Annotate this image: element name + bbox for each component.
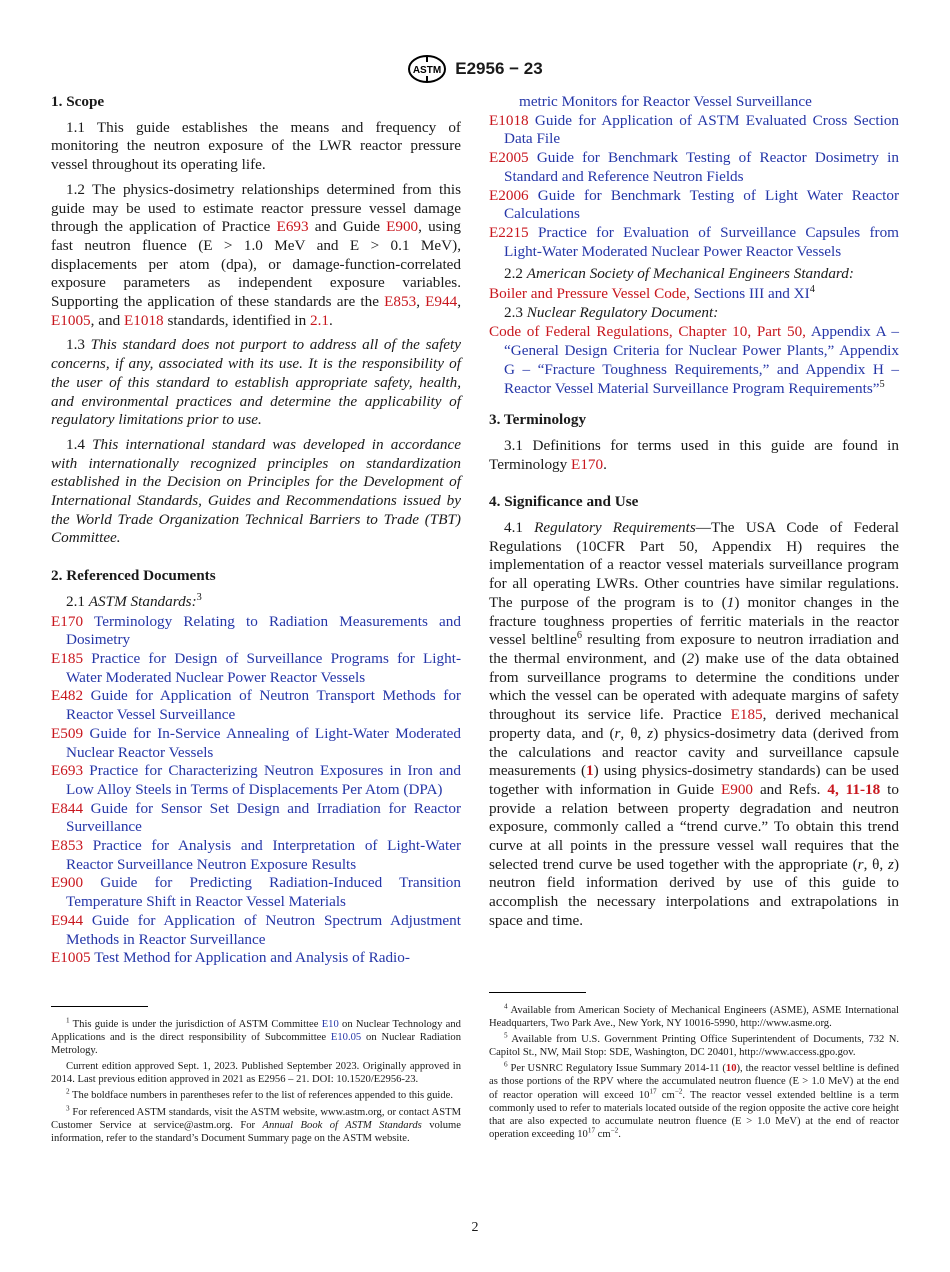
- text: .: [618, 1128, 621, 1140]
- exponent: 17: [649, 1087, 657, 1096]
- footnote-divider: [489, 992, 586, 993]
- reference-e185[interactable]: [51, 650, 461, 687]
- ref-code[interactable]: Boiler and Pressure Vessel Code,: [489, 285, 690, 303]
- link-e900[interactable]: E900: [386, 218, 419, 236]
- ref-title[interactable]: Guide for Predicting Radiation-Induced Transition Temperature Shift in Reactor Vessel Materials: [66, 874, 461, 911]
- footnote-4: [489, 1004, 899, 1030]
- text: —The USA Code of Federal Regulations (10CFR Part 50, Appendix H) requires the implementation of a reactor vessel materials surveillance program for all operating LWRs. Other countries have similar regulations. The purpose of the program is to (: [489, 519, 899, 611]
- enum-marker: 1: [726, 593, 735, 611]
- lead-in: Regulatory Requirements: [534, 519, 696, 537]
- astm-standards-label: [51, 593, 461, 612]
- text: ) using physics-dosimetry standards) can be used together with information in Guide: [489, 762, 900, 798]
- page-number: 2: [471, 1220, 479, 1235]
- right-column: [489, 93, 899, 937]
- paragraph-1-2: [51, 181, 461, 331]
- footnotes-left: [51, 1006, 461, 1148]
- reference-e482[interactable]: [51, 687, 461, 724]
- footnote-number: 6: [504, 1060, 508, 1069]
- ref-code[interactable]: E2005: [489, 149, 529, 167]
- page-header: [0, 54, 950, 84]
- paragraph-number: 2.1: [66, 592, 89, 610]
- label: Nuclear Regulatory Document:: [526, 303, 719, 321]
- ref-title[interactable]: Terminology Relating to Radiation Measurements and Dosimetry: [66, 612, 461, 649]
- exponent: −2: [674, 1087, 683, 1096]
- text: For referenced ASTM standards, visit the ASTM website, www.astm.org, or contact ASTM Customer Service at service@astm.org. For: [51, 1106, 461, 1131]
- nrc-document-label: [489, 304, 899, 323]
- reference-e2005[interactable]: [489, 149, 899, 186]
- reference-e2215[interactable]: [489, 224, 899, 261]
- ref-title[interactable]: Guide for In-Service Annealing of Light-Water Moderated Nuclear Reactor Vessels: [66, 724, 461, 761]
- footnote-5: [489, 1033, 899, 1059]
- text: Available from American Society of Mechanical Engineers (ASME), ASME International Headquarters, Two Park Ave., New York, NY 10016-5990, http://www.asme.org.: [489, 1005, 899, 1030]
- var-r: r: [614, 724, 621, 742]
- reference-e170[interactable]: [51, 613, 461, 650]
- text: and Refs.: [753, 780, 828, 798]
- text: volume information, refer to the standard’s Document Summary page on the ASTM website.: [51, 1119, 461, 1144]
- ref-code[interactable]: E900: [51, 874, 84, 892]
- footnote-6: [489, 1062, 899, 1141]
- link-e185[interactable]: E185: [730, 706, 763, 724]
- text: .: [603, 455, 607, 473]
- reference-e1005-continued[interactable]: [489, 93, 899, 112]
- footnote-ref[interactable]: 6: [576, 630, 582, 642]
- ref-title[interactable]: Sections III and XI: [689, 285, 810, 303]
- text: , θ,: [863, 855, 889, 873]
- text: This guide is under the jurisdiction of ASTM Committee: [69, 1019, 322, 1030]
- ref-code[interactable]: E853: [51, 837, 84, 855]
- ref-title[interactable]: Test Method for Application and Analysis of Radio-: [94, 949, 410, 967]
- link-e1005[interactable]: E1005: [51, 311, 91, 329]
- reference-e693[interactable]: [51, 762, 461, 799]
- ref-code[interactable]: E1018: [489, 111, 529, 129]
- caveat-text: This standard does not purport to address all of the safety concerns, if any, associated with its use. It is the responsibility of the user of this standard to establish appropriate safety, health, and environmental practices and determine the applicability of regulatory limitations prior to use.: [51, 336, 462, 429]
- link-subcommittee-e10-05[interactable]: E10.05: [330, 1032, 362, 1044]
- paragraph-1-4: [51, 436, 461, 548]
- ref-code[interactable]: E170: [51, 612, 84, 630]
- ref-code[interactable]: E844: [51, 799, 84, 817]
- text: ) make use of the data obtained from surveillance programs to determine the conditions under which the vessel can be operated with adequate margins of safety throughout its service life. Practice: [489, 649, 899, 724]
- ref-title[interactable]: metric Monitors for Reactor Vessel Surveillance: [519, 93, 812, 110]
- paragraph-number: 4.1: [504, 519, 535, 537]
- text: on Nuclear Radiation Metrology.: [51, 1032, 461, 1057]
- label: American Society of Mechanical Engineers Standard:: [526, 265, 854, 283]
- ref-code[interactable]: E185: [51, 649, 84, 667]
- text: ), the reactor vessel beltline is defined as those portions of the RPV where the accumulated neutron fluence (E > 1.0 MeV) at the end of reactor operation will exceed 10: [489, 1063, 900, 1101]
- ref-code[interactable]: E944: [51, 911, 84, 929]
- svg-text:ASTM: ASTM: [413, 65, 442, 76]
- link-ref-10[interactable]: 10: [725, 1063, 737, 1075]
- link-committee-e10[interactable]: E10: [321, 1019, 339, 1030]
- label: ASTM Standards:: [88, 592, 197, 610]
- footnote-number: 3: [66, 1104, 70, 1113]
- ref-title[interactable]: Practice for Characterizing Neutron Exposures in Iron and Low Alloy Steels in Terms of Displacements Per Atom (DPA): [66, 762, 461, 798]
- ref-title[interactable]: Practice for Evaluation of Surveillance Capsules from Light-Water Moderated Nuclear Power Reactor Vessels: [504, 223, 899, 260]
- exponent: −2: [610, 1126, 619, 1135]
- text: .: [328, 311, 333, 329]
- book-title: Annual Book of ASTM Standards: [262, 1119, 422, 1131]
- ref-title[interactable]: Guide for Sensor Set Design and Irradiation for Reactor Surveillance: [66, 799, 462, 836]
- footnotes-right: [489, 992, 899, 1144]
- paragraph-number: 1.4: [66, 435, 93, 453]
- footnote-1: [51, 1018, 461, 1057]
- reference-e853[interactable]: [51, 837, 461, 874]
- reference-e844[interactable]: [51, 800, 461, 837]
- ref-code[interactable]: E509: [51, 724, 84, 742]
- text: Per USNRC Regulatory Issue Summary 2014-11 (: [507, 1063, 726, 1075]
- link-e944[interactable]: E944: [425, 293, 458, 311]
- ref-title[interactable]: Practice for Design of Surveillance Programs for Light-Water Moderated Nuclear Power Reactor Vessels: [66, 649, 461, 686]
- ref-code[interactable]: E1005: [51, 949, 91, 967]
- section-title-terminology: 3. Terminology: [489, 411, 587, 429]
- footnote-2: [51, 1089, 461, 1102]
- ref-code[interactable]: Code of Federal Regulations, Chapter 10, Part 50,: [489, 323, 806, 341]
- ref-title[interactable]: Guide for Application of Neutron Spectrum Adjustment Methods in Reactor Surveillance: [66, 911, 461, 948]
- footnote-number: 1: [66, 1016, 70, 1025]
- ref-code[interactable]: E482: [51, 687, 84, 705]
- text: to provide a relation between property degradation and neutron exposure, commonly called a “trend curve.” To obtain this trend curve at all points in the pressure vessel wall requires that the selected trend curve be used together with the appropriate (: [489, 780, 899, 873]
- footnote-3: [51, 1106, 461, 1145]
- text: ,: [457, 293, 462, 311]
- ref-title[interactable]: Practice for Analysis and Interpretation of Light-Water Reactor Surveillance Neutron Exposure Results: [66, 837, 462, 873]
- reference-e2006[interactable]: [489, 187, 899, 224]
- footnote-number: 4: [504, 1002, 508, 1011]
- footnote-number: 5: [504, 1031, 508, 1040]
- footnote-ref[interactable]: 4: [809, 283, 815, 295]
- paragraph-3-1: [489, 437, 899, 474]
- standard-designation: E2956 − 23: [455, 59, 543, 78]
- link-e1018[interactable]: E1018: [123, 311, 164, 329]
- footnote-1-edition: Current edition approved Sept. 1, 2023. Published September 2023. Originally approved in 2014. Last previous edition approved in 2021 as E2956 – 21. DOI: 10.1520/E2956-23.: [51, 1061, 461, 1086]
- text: and Guide: [308, 218, 387, 236]
- text: , and: [90, 311, 124, 329]
- link-e170[interactable]: E170: [571, 455, 604, 473]
- footnote-number: 2: [66, 1087, 70, 1096]
- text: ) monitor changes in the fracture toughness properties of ferritic materials in the reactor vessel beltline: [489, 593, 899, 649]
- ref-title[interactable]: Guide for Application of Neutron Transport Methods for Reactor Vessel Surveillance: [66, 687, 461, 724]
- astm-reference-list-left: [51, 613, 461, 968]
- reference-e900[interactable]: [51, 874, 461, 911]
- link-e693[interactable]: E693: [276, 218, 309, 236]
- text: resulting from exposure to neutron irradiation and the thermal environment, and (: [489, 631, 899, 667]
- var-r: r: [857, 855, 864, 873]
- paragraph-1-1: 1.1 This guide establishes the means and frequency of monitoring the neutron exposure of the LWR reactor pressure vessel throughout its operating life.: [51, 118, 461, 174]
- link-e900[interactable]: E900: [720, 780, 754, 798]
- reference-e944[interactable]: [51, 912, 461, 949]
- exponent: 17: [587, 1126, 596, 1135]
- paragraph-number: 1.3: [66, 336, 91, 354]
- text: . The reactor vessel extended beltline is a term commonly used to refer to materials located outside of the region opposite the active core height that are also expected to accumulate neutron fluence (E > 1.0 MeV) at the end of reactor operation exceeding 10: [489, 1089, 899, 1140]
- var-z: z: [888, 855, 894, 873]
- paragraph-number: 2.3: [504, 303, 527, 321]
- footnote-divider: [51, 1006, 148, 1007]
- ref-code[interactable]: E2215: [489, 223, 529, 241]
- ref-title[interactable]: Guide for Benchmark Testing of Light Water Reactor Calculations: [504, 186, 900, 223]
- link-e853[interactable]: E853: [384, 293, 417, 311]
- text: The boldface numbers in parentheses refer to the list of references appended to this guide.: [69, 1090, 453, 1102]
- ref-title[interactable]: Guide for Benchmark Testing of Reactor Dosimetry in Standard and Reference Neutron Fields: [504, 149, 899, 185]
- reference-cfr-part-50[interactable]: [489, 323, 899, 398]
- astm-logo-icon: [407, 54, 447, 84]
- text: cm: [656, 1089, 675, 1101]
- footnote-ref[interactable]: 5: [879, 378, 885, 390]
- text: , θ,: [620, 724, 648, 742]
- footnote-ref[interactable]: 3: [196, 591, 202, 603]
- text: , using fast neutron fluence (E > 1.0 MeV and E > 0.1 MeV), displacements per atom (dpa), or damage-function-correlated exposure parameters as independent exposure variables. Supporting the application of these standards are the: [51, 218, 461, 311]
- ref-code[interactable]: E693: [51, 762, 84, 780]
- text: standards, identified in: [163, 311, 310, 329]
- paragraph-1-3: [51, 336, 461, 430]
- text: cm: [595, 1128, 611, 1140]
- section-title-scope: 1. Scope: [51, 93, 105, 110]
- text: ) neutron field information derived by use of this guide to accomplish the necessary interpolations and extrapolations in space and time.: [489, 855, 899, 929]
- text: ,: [416, 293, 426, 311]
- astm-reference-list-right: [489, 93, 899, 261]
- link-ref-1[interactable]: 1: [586, 762, 594, 780]
- text: 3.1 Definitions for terms used in this guide are found in Terminology: [489, 436, 899, 473]
- link-section-2-1[interactable]: 2.1: [310, 311, 329, 329]
- paragraph-number: 2.2: [504, 265, 527, 283]
- asme-standard-label: [489, 265, 899, 284]
- reference-e509[interactable]: [51, 725, 461, 762]
- section-title-referenced-documents: 2. Referenced Documents: [51, 567, 216, 585]
- reference-e1018[interactable]: [489, 112, 899, 149]
- text: , derived mechanical property data, and (: [489, 706, 899, 742]
- text: on Nuclear Technology and Applications and is the direct responsibility of Subcommittee: [51, 1019, 461, 1044]
- text: Available from U.S. Government Printing Office Superintendent of Documents, 732 N. Capitol St., NW, Mail Stop: SDE, Washington, DC 20401, http://www.access.gpo.gov.: [489, 1034, 899, 1059]
- left-column: [51, 93, 461, 972]
- paragraph-4-1: [489, 519, 899, 930]
- ref-code[interactable]: E2006: [489, 186, 529, 204]
- reference-asme-bpvc[interactable]: [489, 285, 899, 304]
- var-z: z: [647, 724, 654, 742]
- link-refs-4-11-18[interactable]: 4, 11-18: [827, 780, 881, 798]
- text: 1.2 The physics-dosimetry relationships determined from this guide may be used to estimate reactor pressure vessel damage through the application of Practice: [51, 180, 461, 236]
- enum-marker: 2: [686, 649, 695, 667]
- text: ) physics-dosimetry data (derived from the calculations and reactor cavity and surveillance capsule measurements (: [489, 724, 899, 780]
- ref-title[interactable]: Appendix A – “General Design Criteria for Nuclear Power Plants,” Appendix G – “Fracture Toughness Requirements,” and Appendix H – Reactor Vessel Material Surveillance Program Requirements”: [504, 323, 899, 397]
- section-title-significance: 4. Significance and Use: [489, 493, 639, 511]
- wto-statement: This international standard was developed in accordance with internationally recognized principles on standardization established in the Decision on Principles for the Development of International Standards, Guides and Recommendations issued by the World Trade Organization Technical Barriers to Trade (TBT) Committee.: [51, 435, 462, 547]
- reference-e1005[interactable]: [51, 949, 461, 968]
- ref-title[interactable]: Guide for Application of ASTM Evaluated Cross Section Data File: [504, 111, 900, 148]
